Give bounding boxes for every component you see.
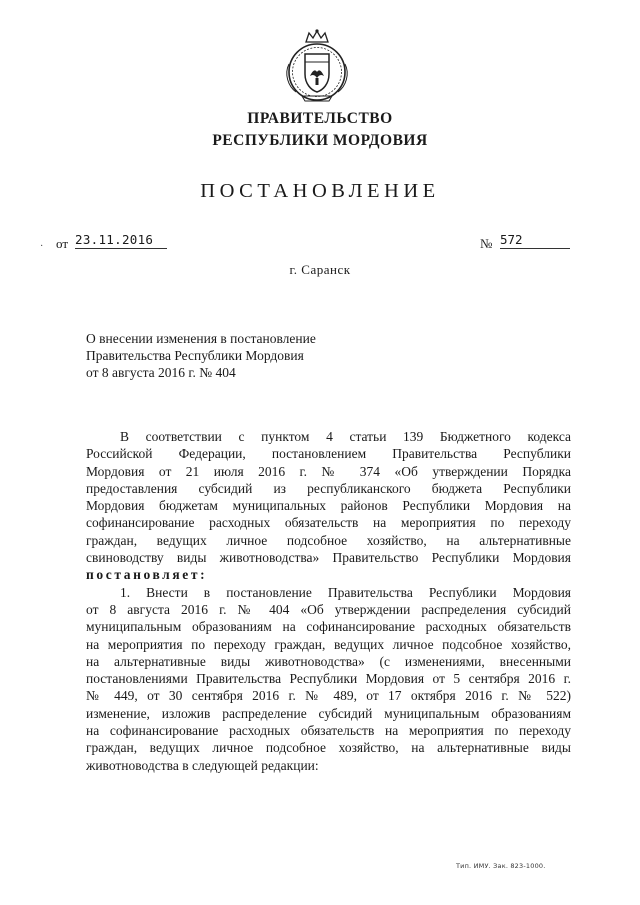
body-line: на софинансирование расходных обязательств на мероприятия по переходу [86,723,571,739]
document-body [86,428,571,774]
body-line: № 449, от 30 сентября 2016 г. № 489, от 17 октября 2016 г. № 522) [86,688,571,704]
body-line: В соответствии с пунктом 4 статьи 139 Бюджетного кодекса [120,429,571,444]
document-date: 23.11.2016 [75,232,167,249]
body-line: изменение, изложив распределение субсидий муниципальным образованиям [86,705,571,721]
document-subject [86,330,366,381]
organization-title-line2: РЕСПУБЛИКИ МОРДОВИЯ [212,132,428,149]
resolution-keyword: постановляет: [86,567,208,583]
subject-line: от 8 августа 2016 г. № 404 [86,365,236,380]
date-label: от [56,236,69,251]
document-type-title: ПОСТАНОВЛЕНИЕ [200,180,440,202]
body-line: постановлениями Правительства Республики Мордовия от 5 сентября 2016 г. [86,671,571,687]
body-line: 1. Внести в постановление Правительства Республики Мордовия [120,584,571,600]
body-line: муниципальным образованиям на софинансирование расходных обязательств [86,619,571,635]
body-line: свиноводству виды животноводства» Правительство Республики Мордовия [86,550,571,566]
body-line: софинансирование расходных обязательств на мероприятия по переходу [86,515,571,531]
document-number: 572 [500,232,570,249]
margin-dot: · [40,241,44,252]
organization-title-line1: ПРАВИТЕЛЬСТВО [247,110,393,127]
number-label: № [480,236,493,251]
subject-line: Правительства Республики Мордовия [86,348,304,363]
body-line: граждан, ведущих личное подсобное хозяйство, на альтернативные [86,532,571,548]
body-line: на альтернативные виды животноводства» (с изменениями, внесенными [86,653,571,669]
body-line: Мордовия бюджетам муниципальных районов Республики Мордовия на [86,498,571,514]
body-line: Российской Федерации, постановлением Правительства Республики [86,446,571,462]
print-mark: Тип. ИМУ. Зак. 823-1000. [456,862,546,870]
subject-line: О внесении изменения в постановление [86,331,316,346]
coat-of-arms-icon [282,28,352,104]
body-line: на мероприятия по переходу граждан, ведущих личное подсобное хозяйство, [86,636,571,652]
body-line: граждан, ведущих личное подсобное хозяйство, на альтернативные виды [86,740,571,756]
body-line: животноводства в следующей редакции: [86,757,319,773]
body-line: от 8 августа 2016 г. № 404 «Об утверждении распределения субсидий [86,601,571,617]
body-line: предоставления субсидий из республиканского бюджета Республики [86,480,571,496]
body-line: Мордовия от 21 июля 2016 г. № 374 «Об утверждении Порядка [86,463,571,479]
city-line: г. Саранск [289,262,351,277]
